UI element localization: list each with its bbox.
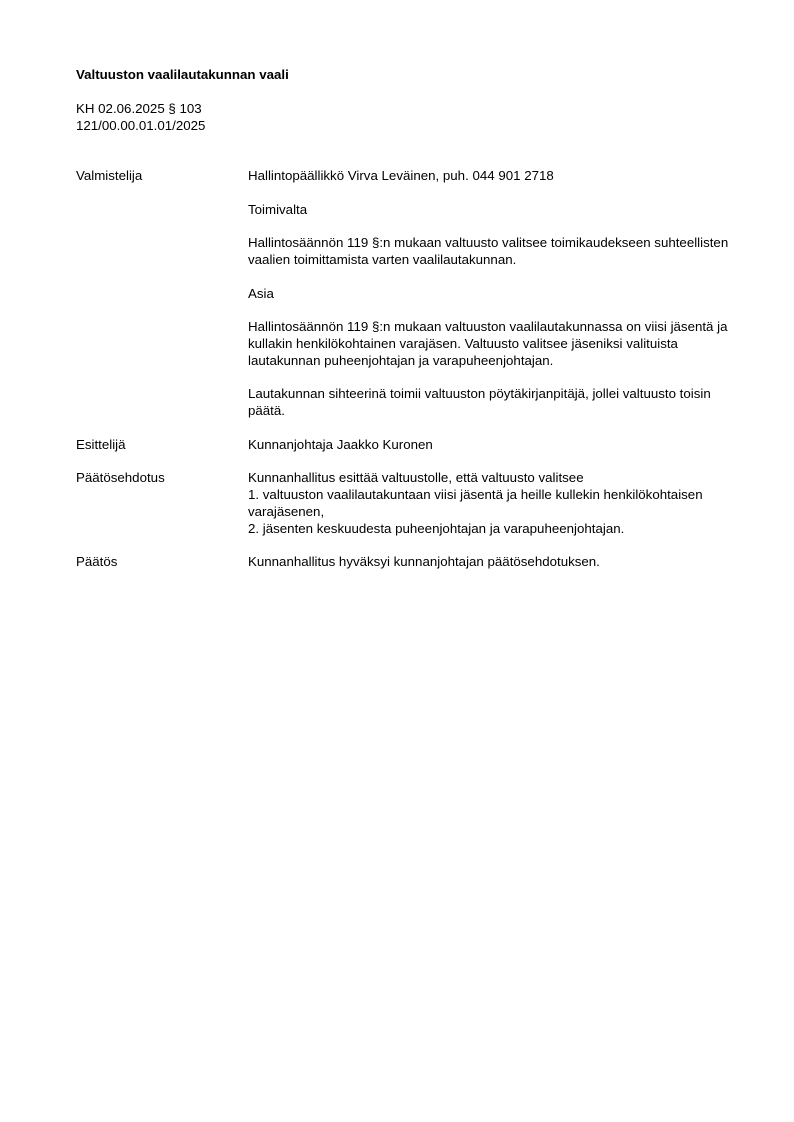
decision-text: Kunnanhallitus hyväksyi kunnanjohtajan päätösehdotuksen. [248, 554, 600, 570]
section-paatos [76, 554, 736, 571]
presenter-text: Kunnanjohtaja Jaakko Kuronen [248, 436, 433, 452]
document-page [76, 66, 736, 571]
proposal-item-2: 2. jäsenten keskuudesta puheenjohtajan ja varapuheenjohtajan. [248, 520, 625, 536]
decision-sections [76, 168, 736, 571]
section-valmistelija [76, 168, 736, 420]
proposal-item-1: 1. valtuuston vaalilautakuntaan viisi jäsentä ja heille kullekin henkilökohtaisen varajäsenen, [248, 487, 703, 519]
proposal-intro: Kunnanhallitus esittää valtuustolle, että valtuusto valitsee [248, 470, 584, 486]
section-paatosehdotus [76, 470, 736, 537]
meeting-reference: KH 02.06.2025 § 103 [76, 101, 202, 116]
reference-block [76, 100, 736, 134]
record-number: 121/00.00.01.01/2025 [76, 118, 206, 133]
heading-toimivalta: Toimivalta [248, 201, 308, 217]
asia-text-secretary: Lautakunnan sihteerinä toimii valtuuston pöytäkirjanpitäjä, jollei valtuusto toisin päätä. [248, 386, 711, 419]
section-esittelija [76, 437, 736, 454]
section-content [248, 554, 736, 571]
section-content [248, 168, 736, 420]
preparer-text: Hallintopäällikkö Virva Leväinen, puh. 044 901 2718 [248, 168, 554, 183]
section-label: Päätösehdotus [76, 470, 165, 486]
asia-text: Hallintosäännön 119 §:n mukaan valtuuston vaalilautakunnassa on viisi jäsentä ja kullakin henkilökohtainen varajäsen. Valtuusto valitsee jäseniksi valituista lautakunnan puheenjohtajan ja varapuheenjohtajan. [248, 319, 728, 368]
section-label: Päätös [76, 554, 118, 570]
heading-asia: Asia [248, 285, 274, 301]
section-label: Esittelijä [76, 436, 126, 452]
section-content [248, 470, 736, 537]
section-label: Valmistelija [76, 168, 143, 183]
document-title: Valtuuston vaalilautakunnan vaali [76, 67, 289, 82]
section-content [248, 437, 736, 454]
toimivalta-text: Hallintosäännön 119 §:n mukaan valtuusto valitsee toimikaudekseen suhteellisten vaalien toimittamista varten vaalilautakunnan. [248, 235, 729, 267]
